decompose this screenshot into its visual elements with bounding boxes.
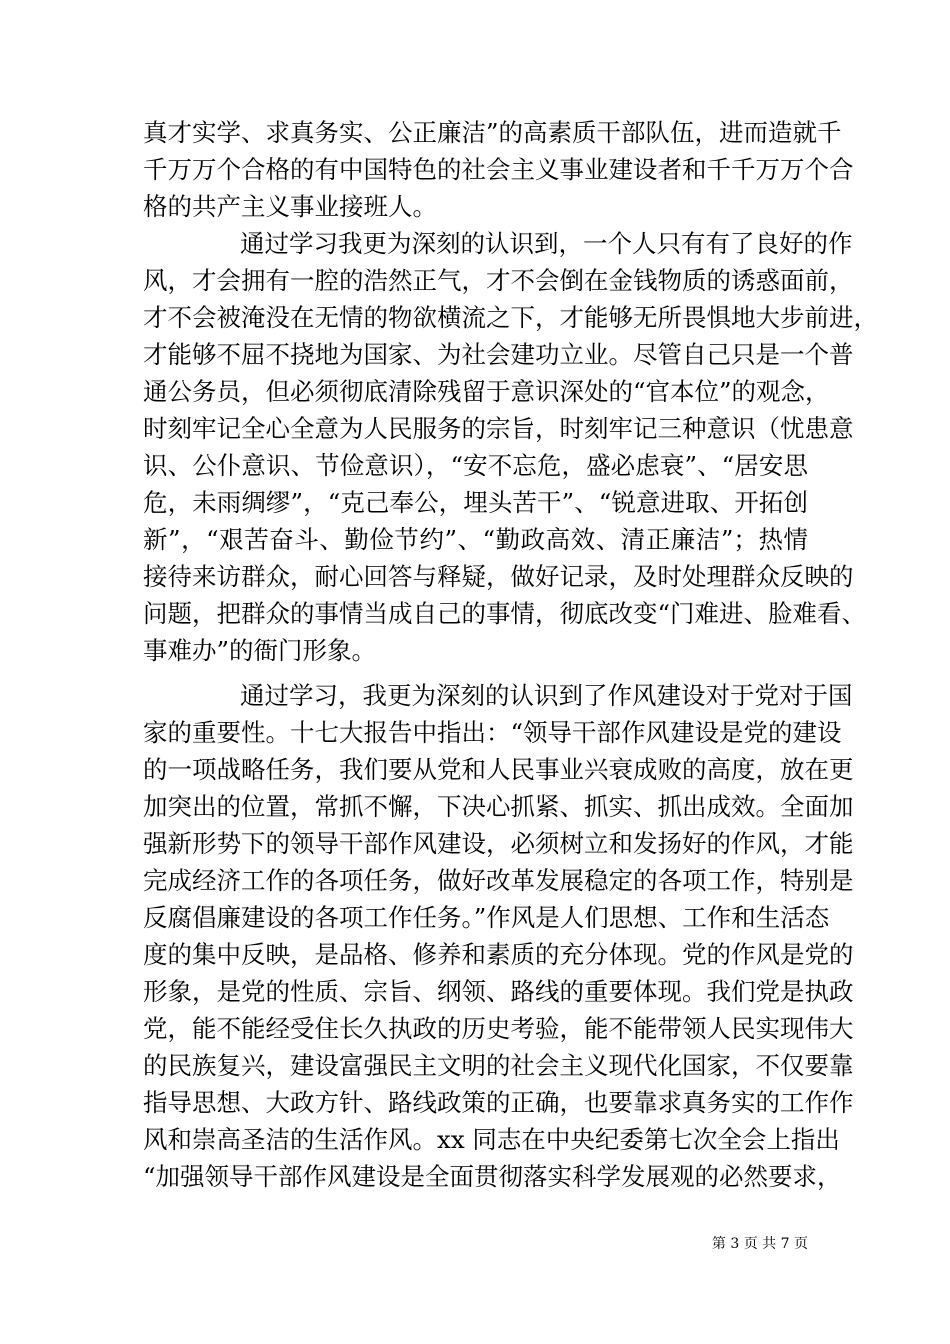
text-line: 格的共产主义事业接班人。 [143, 192, 437, 221]
text-line: 接待来访群众，耐心回答与释疑，做好记录，及时处理群众反映的 [143, 562, 854, 591]
text-line: 完成经济工作的各项任务，做好改革发展稳定的各项工作，特别是 [143, 866, 854, 895]
text-line: 真才实学、求真务实、公正廉洁”的高素质干部队伍，进而造就千 [143, 118, 842, 147]
text-line: 风，才会拥有一腔的浩然正气，才不会倒在金钱物质的诱惑面前， [143, 266, 854, 295]
text-line: 的民族复兴，建设富强民主文明的社会主义现代化国家，不仅要靠 [143, 1051, 854, 1080]
text-line: 党，能不能经受住长久执政的历史考验，能不能带领人民实现伟大 [143, 1014, 854, 1043]
text-line: 家的重要性。十七大报告中指出：“领导干部作风建设是党的建设 [143, 718, 842, 747]
text-line: 新”，“艰苦奋斗、勤俭节约”、“勤政高效、清正廉洁”；热情 [143, 525, 808, 554]
text-line: 时刻牢记全心全意为人民服务的宗旨，时刻牢记三种意识（忧患意 [143, 414, 854, 443]
text-line: 问题，把群众的事情当成自己的事情，彻底改变“门难进、脸难看、 [143, 599, 867, 628]
text-line: 风和崇高圣洁的生活作风。xx 同志在中央纪委第七次全会上指出 [143, 1125, 840, 1154]
text-line: “加强领导干部作风建设是全面贯彻落实科学发展观的必然要求， [143, 1162, 842, 1191]
text-line: 反腐倡廉建设的各项工作任务。”作风是人们思想、工作和生活态 [143, 903, 830, 932]
paragraph-first-line: 通过学习，我更为深刻的认识到了作风建设对于党对于国 [240, 681, 853, 710]
text-line: 危，未雨绸缪”，“克己奉公，埋头苦干”、“锐意进取、开拓创 [143, 488, 808, 517]
text-line: 通公务员，但必须彻底清除残留于意识深处的“官本位”的观念， [143, 377, 830, 406]
text-line: 识、公仆意识、节俭意识），“安不忘危，盛必虑衰”、“居安思 [143, 451, 808, 480]
text-line: 度的集中反映，是品格、修养和素质的充分体现。党的作风是党的 [143, 940, 854, 969]
text-line: 才能够不屈不挠地为国家、为社会建功立业。尽管自己只是一个普 [143, 340, 854, 369]
text-line: 才不会被淹没在无情的物欲横流之下，才能够无所畏惧地大步前进， [143, 303, 878, 332]
text-line: 加突出的位置，常抓不懈，下决心抓紧、抓实、抓出成效。全面加 [143, 792, 854, 821]
text-line: 强新形势下的领导干部作风建设，必须树立和发扬好的作风，才能 [143, 829, 854, 858]
text-line: 形象，是党的性质、宗旨、纲领、路线的重要体现。我们党是执政 [143, 977, 854, 1006]
page-number: 第 3 页 共 7 页 [711, 1236, 808, 1252]
text-line: 指导思想、大政方针、路线政策的正确，也要靠求真务实的工作作 [143, 1088, 854, 1117]
text-line: 的一项战略任务，我们要从党和人民事业兴衰成败的高度，放在更 [143, 755, 854, 784]
text-line: 事难办”的衙门形象。 [143, 636, 377, 665]
text-line: 千万万个合格的有中国特色的社会主义事业建设者和千千万万个合 [143, 155, 854, 184]
paragraph-first-line: 通过学习我更为深刻的认识到，一个人只有有了良好的作 [240, 229, 853, 258]
